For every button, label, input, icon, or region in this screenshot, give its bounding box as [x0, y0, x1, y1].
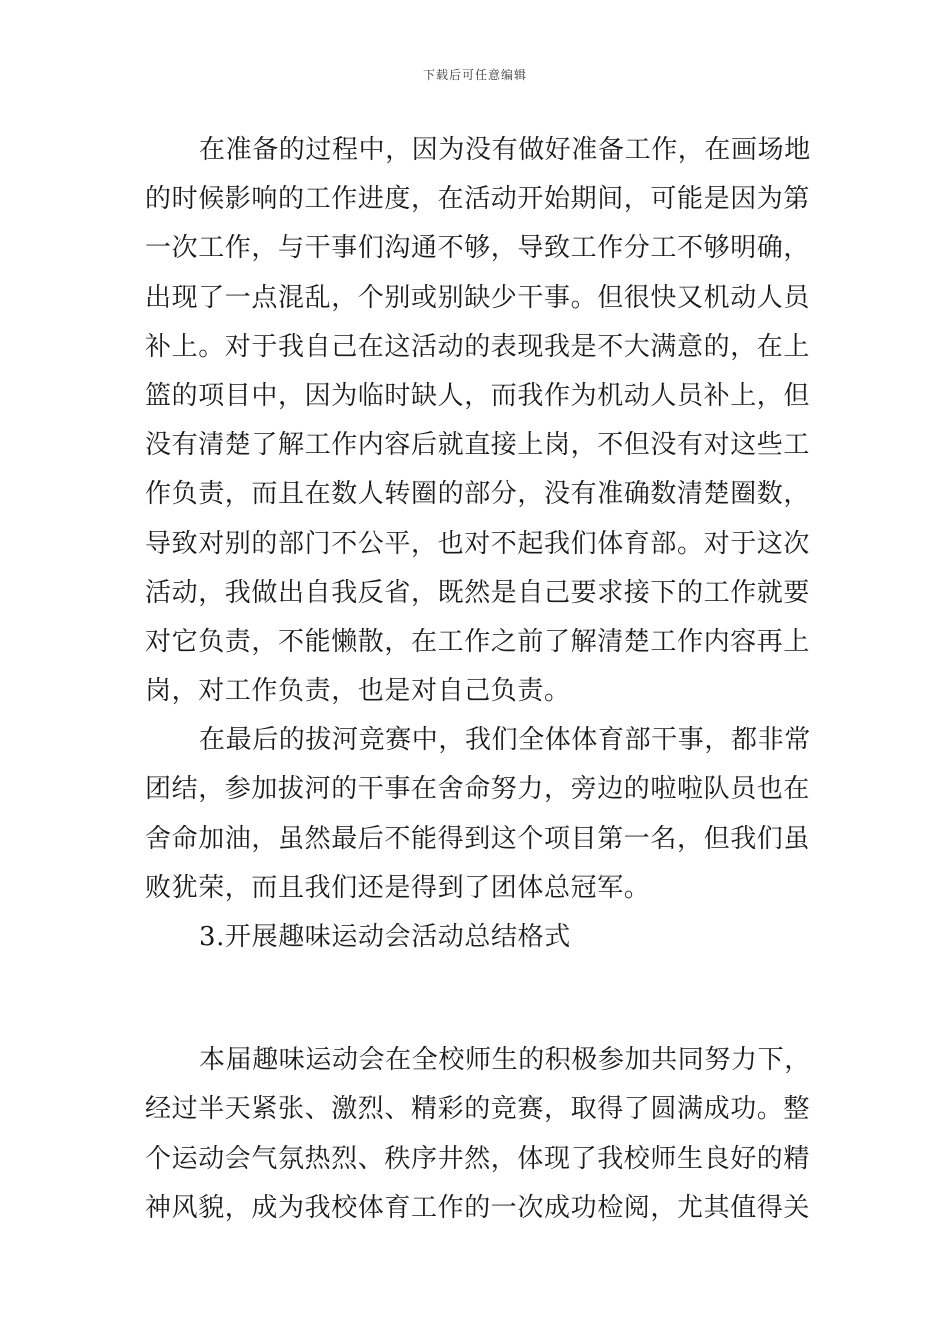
document-body — [145, 126, 811, 1233]
text-line: 作负责，而且在数人转圈的部分，没有准确数清楚圈数， — [145, 479, 811, 510]
paragraph-2 — [145, 716, 811, 913]
text-line: 岗，对工作负责，也是对自己负责。 — [145, 676, 571, 707]
paragraph-1 — [145, 126, 811, 716]
spacer — [145, 962, 807, 1036]
text-line: 出现了一点混乱，个别或别缺少干事。但很快又机动人员 — [145, 282, 811, 313]
text-line: 对它负责，不能懒散，在工作之前了解清楚工作内容再上 — [145, 626, 811, 657]
text-line: 败犹荣，而且我们还是得到了团体总冠军。 — [145, 872, 651, 903]
text-line: 的时候影响的工作进度，在活动开始期间，可能是因为第 — [145, 184, 811, 215]
text-line: 活动，我做出自我反省，既然是自己要求接下的工作就要 — [145, 577, 811, 608]
text-line: 本届趣味运动会在全校师生的积极参加共同努力下， — [199, 1045, 811, 1076]
page-header: 下载后可任意编辑 — [422, 68, 527, 82]
text-line: 团结，参加拔河的干事在舍命努力，旁边的啦啦队员也在 — [145, 774, 811, 805]
text-line: 舍命加油，虽然最后不能得到这个项目第一名，但我们虽 — [145, 823, 811, 854]
text-line: 经过半天紧张、激烈、精彩的竞赛，取得了圆满成功。整 — [145, 1094, 811, 1125]
text-line: 没有清楚了解工作内容后就直接上岗，不但没有对这些工 — [145, 430, 811, 461]
text-line: 个运动会气氛热烈、秩序井然，体现了我校师生良好的精 — [145, 1143, 811, 1174]
text-line: 导致对别的部门不公平，也对不起我们体育部。对于这次 — [145, 528, 811, 559]
text-line: 一次工作，与干事们沟通不够，导致工作分工不够明确， — [145, 233, 811, 264]
text-line: 在准备的过程中，因为没有做好准备工作，在画场地 — [199, 135, 811, 165]
section-heading: 3.开展趣味运动会活动总结格式 — [199, 922, 571, 952]
text-line: 神风貌，成为我校体育工作的一次成功检阅，尤其值得关 — [145, 1192, 811, 1223]
paragraph-3 — [145, 1036, 811, 1233]
text-line: 在最后的拔河竞赛中，我们全体体育部干事，都非常 — [199, 725, 811, 756]
text-line: 补上。对于我自己在这活动的表现我是不大满意的，在上 — [145, 331, 811, 362]
text-line: 篮的项目中，因为临时缺人，而我作为机动人员补上，但 — [145, 380, 811, 411]
